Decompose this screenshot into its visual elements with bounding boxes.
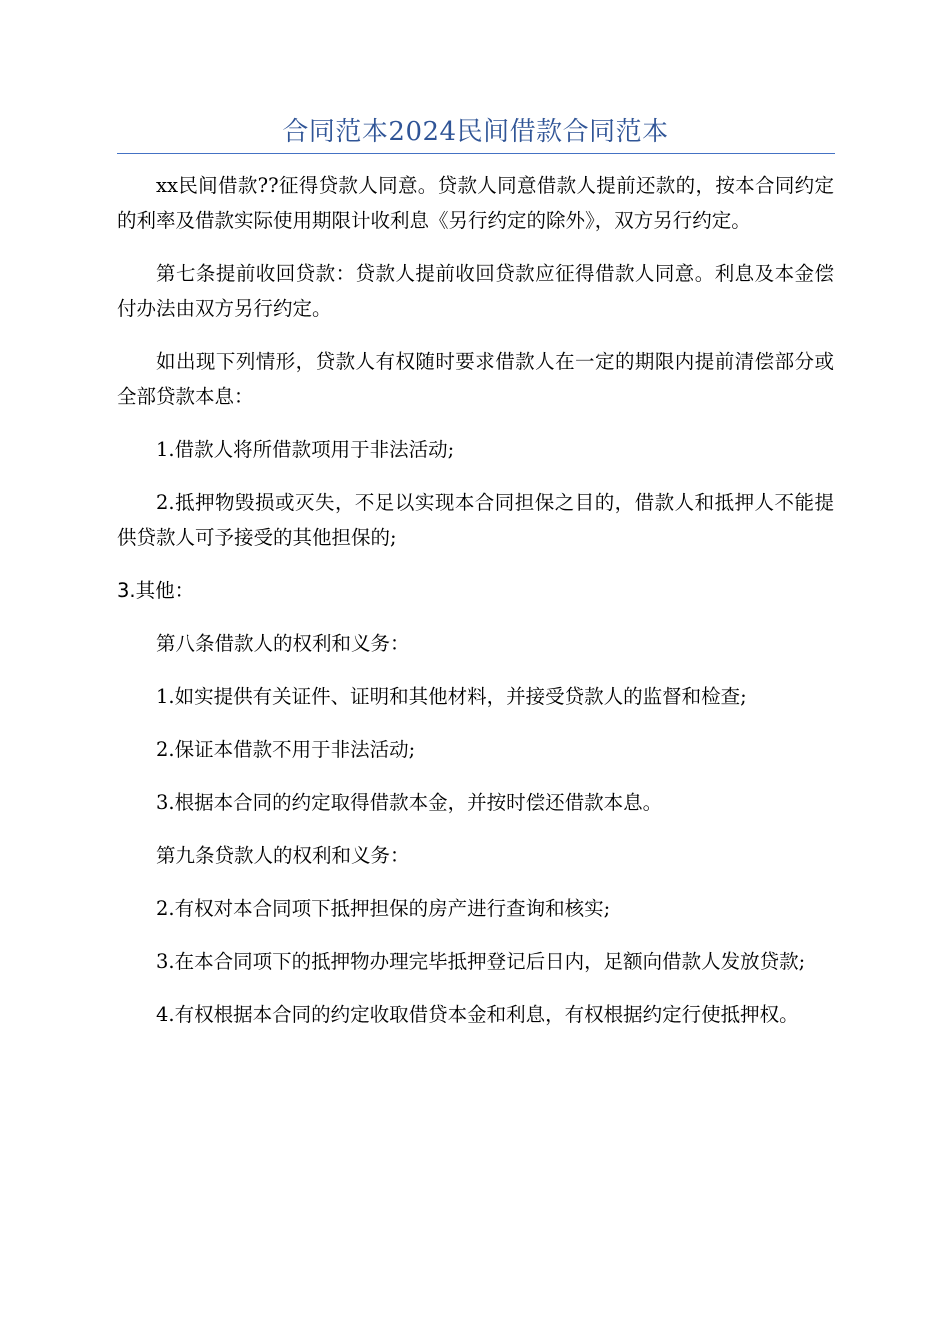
paragraph-article-8: 第八条借款人的权利和义务：: [156, 632, 410, 655]
paragraph-article-9: 第九条贷款人的权利和义务：: [156, 844, 410, 867]
list-item: 4.有权根据本合同的约定收取借贷本金和利息，有权根据约定行使抵押权。: [156, 1003, 799, 1026]
paragraph-early-repayment: xx民间借款??征得贷款人同意。贷款人同意借款人提前还款的，按本合同约定的利率及借款实际使用期限计收利息《另行约定的除外》，双方另行约定。: [117, 174, 834, 232]
paragraph-conditions-intro: 如出现下列情形，贷款人有权随时要求借款人在一定的期限内提前清偿部分或全部贷款本息：: [117, 350, 834, 408]
list-item-other: 3.其他：: [117, 579, 195, 602]
list-item: 1.借款人将所借款项用于非法活动;: [156, 438, 455, 461]
list-item: 2.保证本借款不用于非法活动;: [156, 738, 416, 761]
list-item: 3.在本合同项下的抵押物办理完毕抵押登记后日内，足额向借款人发放贷款;: [156, 950, 806, 973]
document-title: 合同范本2024民间借款合同范本: [282, 117, 669, 147]
list-item: 1.如实提供有关证件、证明和其他材料，并接受贷款人的监督和检查;: [156, 685, 747, 708]
document-body: [117, 168, 834, 1050]
list-item: 2.抵押物毁损或灭失，不足以实现本合同担保之目的，借款人和抵押人不能提供贷款人可予接受的其他担保的;: [117, 491, 834, 549]
title-underline: [117, 153, 835, 154]
list-item: 2.有权对本合同项下抵押担保的房产进行查询和核实;: [156, 897, 611, 920]
list-item: 3.根据本合同的约定取得借款本金，并按时偿还借款本息。: [156, 791, 663, 814]
paragraph-article-7: 第七条提前收回贷款：贷款人提前收回贷款应征得借款人同意。利息及本金偿付办法由双方另行约定。: [117, 262, 834, 320]
